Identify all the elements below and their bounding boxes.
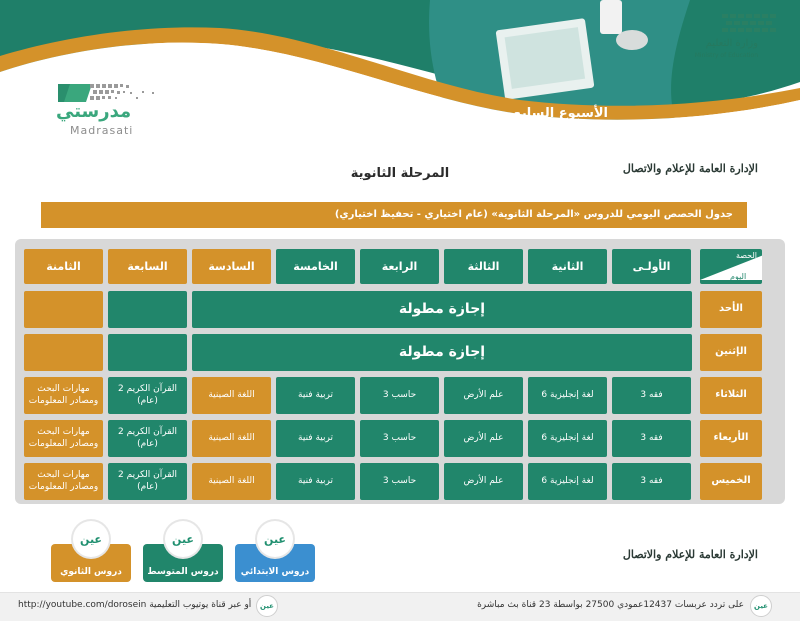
schedule-title: جدول الحصص اليومي للدروس «المرحلة الثانوية» (عام اختياري - تحفيظ اختياري) — [41, 202, 747, 228]
ein-logo-icon: عين — [165, 521, 201, 557]
lesson-cell[interactable]: علم الأرض — [444, 420, 523, 457]
channel-secondary-label: دروس الثانوي — [60, 567, 122, 577]
day-label: الثلاثاء — [700, 377, 762, 414]
day-label: الأحد — [700, 291, 762, 328]
empty-cell — [108, 334, 187, 371]
corner-header — [700, 249, 762, 284]
period-header: الرابعة — [360, 249, 439, 284]
corner-day-label: اليوم — [730, 272, 747, 281]
holiday-cell: إجازة مطولة — [192, 291, 692, 328]
lesson-cell[interactable]: علم الأرض — [444, 463, 523, 500]
ein-logo-icon: عين — [750, 595, 772, 617]
lesson-cell[interactable]: مهارات البحث ومصادر المعلومات — [24, 463, 103, 500]
brand-name-ar: مدرستي — [56, 101, 132, 122]
day-label: الإثنين — [700, 334, 762, 371]
period-header: الأولـى — [612, 249, 691, 284]
lesson-cell[interactable]: حاسب 3 — [360, 377, 439, 414]
lesson-cell[interactable]: القرآن الكريم 2 (عام) — [108, 463, 187, 500]
lesson-cell[interactable]: اللغة الصينية — [192, 377, 271, 414]
ministry-name-en: Ministry of Education — [694, 52, 758, 59]
period-header: الثانية — [528, 249, 607, 284]
corner-period-label: الحصة — [735, 251, 757, 260]
lesson-cell[interactable]: تربية فنية — [276, 377, 355, 414]
channel-primary-label: دروس الابتدائي — [240, 567, 310, 577]
lesson-cell[interactable]: اللغة الصينية — [192, 463, 271, 500]
lesson-cell[interactable]: علم الأرض — [444, 377, 523, 414]
lesson-cell[interactable]: فقه 3 — [612, 420, 691, 457]
lesson-cell[interactable]: فقه 3 — [612, 463, 691, 500]
period-header: الثالثة — [444, 249, 523, 284]
period-header: الثامنة — [24, 249, 103, 284]
empty-cell — [108, 291, 187, 328]
department-logo-bottom: الإدارة العامة للإعلام والاتصال — [622, 548, 758, 561]
lesson-cell[interactable]: لغة إنجليزية 6 — [528, 377, 607, 414]
youtube-link[interactable]: http://youtube.com/dorosein أو عبر قناة يوتيوب التعليمية — [18, 600, 252, 610]
lesson-cell[interactable]: القرآن الكريم 2 (عام) — [108, 377, 187, 414]
empty-cell — [24, 334, 103, 371]
lesson-cell[interactable]: فقه 3 — [612, 377, 691, 414]
term-label: الفصل الأول 1443هـ — [472, 125, 608, 140]
holiday-cell: إجازة مطولة — [192, 334, 692, 371]
ein-logo-icon: عين — [73, 521, 109, 557]
page-title: المرحلة الثانوية — [350, 166, 450, 181]
lesson-cell[interactable]: القرآن الكريم 2 (عام) — [108, 420, 187, 457]
ein-logo-icon: عين — [257, 521, 293, 557]
period-header: الخامسة — [276, 249, 355, 284]
period-header: السادسة — [192, 249, 271, 284]
empty-cell — [24, 291, 103, 328]
lesson-cell[interactable]: حاسب 3 — [360, 463, 439, 500]
week-label: الأسبوع السابع — [513, 106, 608, 121]
brand-name-en: Madrasati — [70, 124, 134, 137]
ministry-name-ar: وزارة التعليم — [705, 38, 758, 49]
period-header: السابعة — [108, 249, 187, 284]
lesson-cell[interactable]: حاسب 3 — [360, 420, 439, 457]
day-label: الأربعاء — [700, 420, 762, 457]
satellite-frequency-text: على تردد عربسات 12437عمودي 27500 بواسطة 23 قناة بث مباشرة — [477, 600, 744, 610]
lesson-cell[interactable]: مهارات البحث ومصادر المعلومات — [24, 377, 103, 414]
lesson-cell[interactable]: لغة إنجليزية 6 — [528, 420, 607, 457]
ein-logo-icon: عين — [256, 595, 278, 617]
channel-intermediate-label: دروس المتوسط — [147, 567, 219, 577]
lesson-cell[interactable]: لغة إنجليزية 6 — [528, 463, 607, 500]
lesson-cell[interactable]: تربية فنية — [276, 463, 355, 500]
lesson-cell[interactable]: مهارات البحث ومصادر المعلومات — [24, 420, 103, 457]
department-logo-top: الإدارة العامة للإعلام والاتصال — [622, 162, 758, 175]
lesson-cell[interactable]: اللغة الصينية — [192, 420, 271, 457]
day-label: الخميس — [700, 463, 762, 500]
lesson-cell[interactable]: تربية فنية — [276, 420, 355, 457]
